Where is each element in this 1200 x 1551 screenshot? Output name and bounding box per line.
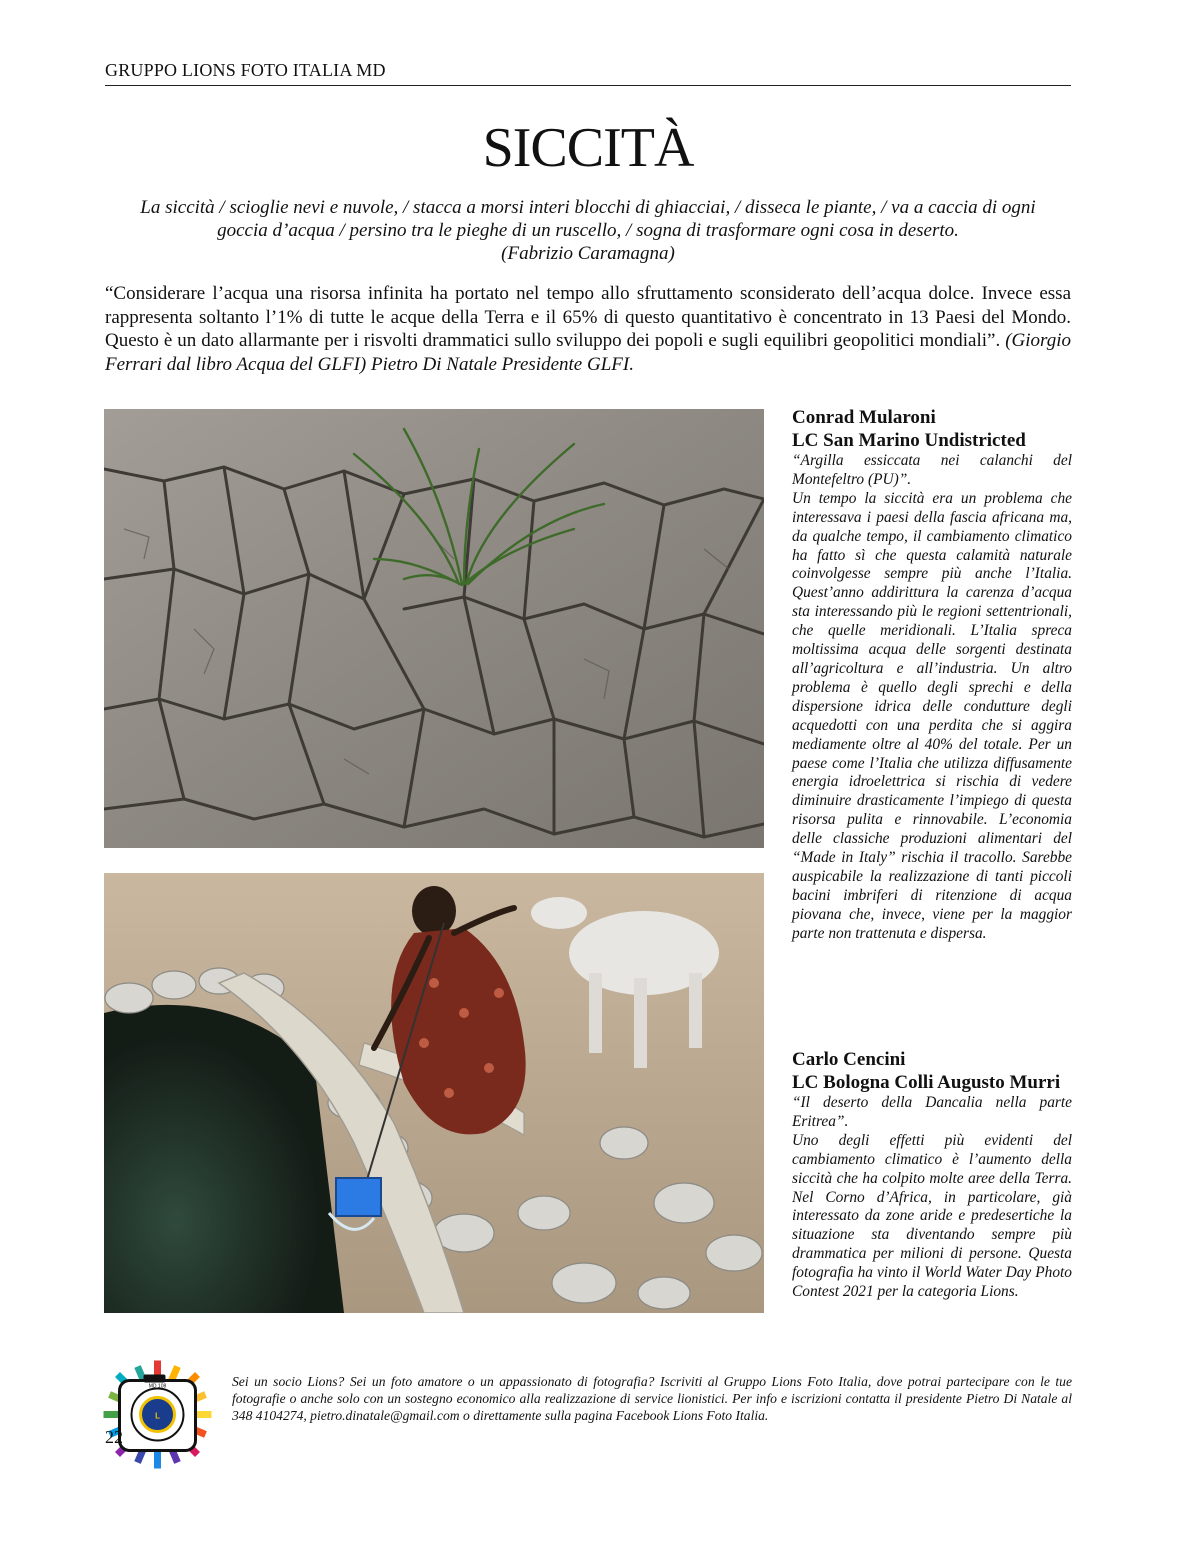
intro-text: “Considerare l’acqua una risorsa infinita ha portato nel tempo allo sfruttamento sconsiderato dell’acqua dolce. Invece essa rappresenta soltanto l’1% di tutte le acque della Terra e il 65% di questo quantitativo è concentrato in 13 Paesi del Mondo. Questo è un dato allarmante per i risvolti drammatici sullo sviluppo dei popoli e sugli equilibri geopolitici mondiali”. xyxy=(105,283,1071,351)
photo-caption xyxy=(792,406,1072,944)
photo-caption xyxy=(792,1048,1072,1302)
author-club: LC San Marino Undistricted xyxy=(792,430,1026,451)
intro-paragraph xyxy=(105,282,1071,376)
photo-well-dancalia xyxy=(104,873,764,1313)
photo-subject: “Argilla essiccata nei calanchi del Montefeltro (PU)”. xyxy=(792,452,1072,488)
membership-invitation: Sei un socio Lions? Sei un foto amatore o un appassionato di fotografia? Iscriviti al Gruppo Lions Foto Italia, dove potrai partecipare con le tue fotografie o anche solo con un sostegno economico alla realizzazione di service lionistici. Per info e iscrizioni contatta il presidente Pietro Di Natale al 348 4104274, pietro.dinatale@gmail.com o direttamente sulla pagina Facebook Lions Foto Italia. xyxy=(232,1374,1072,1423)
svg-text:L: L xyxy=(155,1411,160,1421)
caption-body: Un tempo la siccità era un problema che interessava i paesi della fascia africana ma, da qualche tempo, il cambiamento climatico ha fatto sì che questa calamità naturale coinvolgesse sempre più anche l’Italia. Quest’anno addirittura la carenza d’acqua sta interessando più le regioni settentrionali, che quelle meridionali. L’Italia spreca moltissima acqua delle sorgenti destinata all’agricoltura e all’industria. Un altro problema è quello degli sprechi e della dispersione idrica delle condutture degli acquedotti con una perdita che si aggira mediamente oltre al 40% del totale. Per un paese come l’Italia che utilizza diffusamente energia idroelettrica si rischia di vedere diminuire drasticamente l’impiego di questa risorsa pulita e rinnovabile. L’economia delle classiche produzioni alimentari del “Made in Italy” rischia il tracollo. Sarebbe auspicabile la realizzazione di tanti piccoli bacini imbriferi di ritenzione di acqua piovana che, invece, viene per la maggior parte non trattenuta e dispersa. xyxy=(792,489,1072,942)
photo-subject: “Il deserto della Dancalia nella parte Eritrea”. xyxy=(792,1094,1072,1130)
gruppo-lions-foto-logo xyxy=(103,1360,212,1469)
poem-quote xyxy=(105,196,1071,265)
svg-text:MD 108: MD 108 xyxy=(148,1383,167,1390)
poem-author: (Fabrizio Caramagna) xyxy=(501,243,675,264)
poem-line: goccia d’acqua / persino tra le pieghe di un ruscello, / sogna di trasformare ogni cosa in deserto. xyxy=(217,220,959,241)
header-title: GRUPPO LIONS FOTO ITALIA MD xyxy=(105,60,386,80)
caption-body: Uno degli effetti più evidenti del cambiamento climatico è l’aumento della siccità che ha colpito molte aree della Terra. Nel Corno d’Africa, in particolare, già interessato da zone aride e predesertiche la situazione sta diventando sempre più drammatica per milioni di persone. Questa fotografia ha vinto il World Water Day Photo Contest 2021 per la categoria Lions. xyxy=(792,1131,1072,1301)
poem-line: La siccità / scioglie nevi e nuvole, / stacca a morsi interi blocchi di ghiacciai, / disseca le piante, / va a caccia di ogni xyxy=(140,197,1036,218)
intro-attribution: (Giorgio Ferrari dal libro Acqua del GLFI) Pietro Di Natale Presidente GLFI. xyxy=(105,330,1071,375)
page-header xyxy=(105,60,1071,86)
page-title: SICCITÀ xyxy=(482,117,694,179)
author-name: Carlo Cencini xyxy=(792,1049,906,1070)
author-name: Conrad Mularoni xyxy=(792,407,936,428)
photo-dry-clay xyxy=(104,409,764,848)
page-number: 22 xyxy=(105,1427,123,1447)
author-club: LC Bologna Colli Augusto Murri xyxy=(792,1072,1061,1093)
